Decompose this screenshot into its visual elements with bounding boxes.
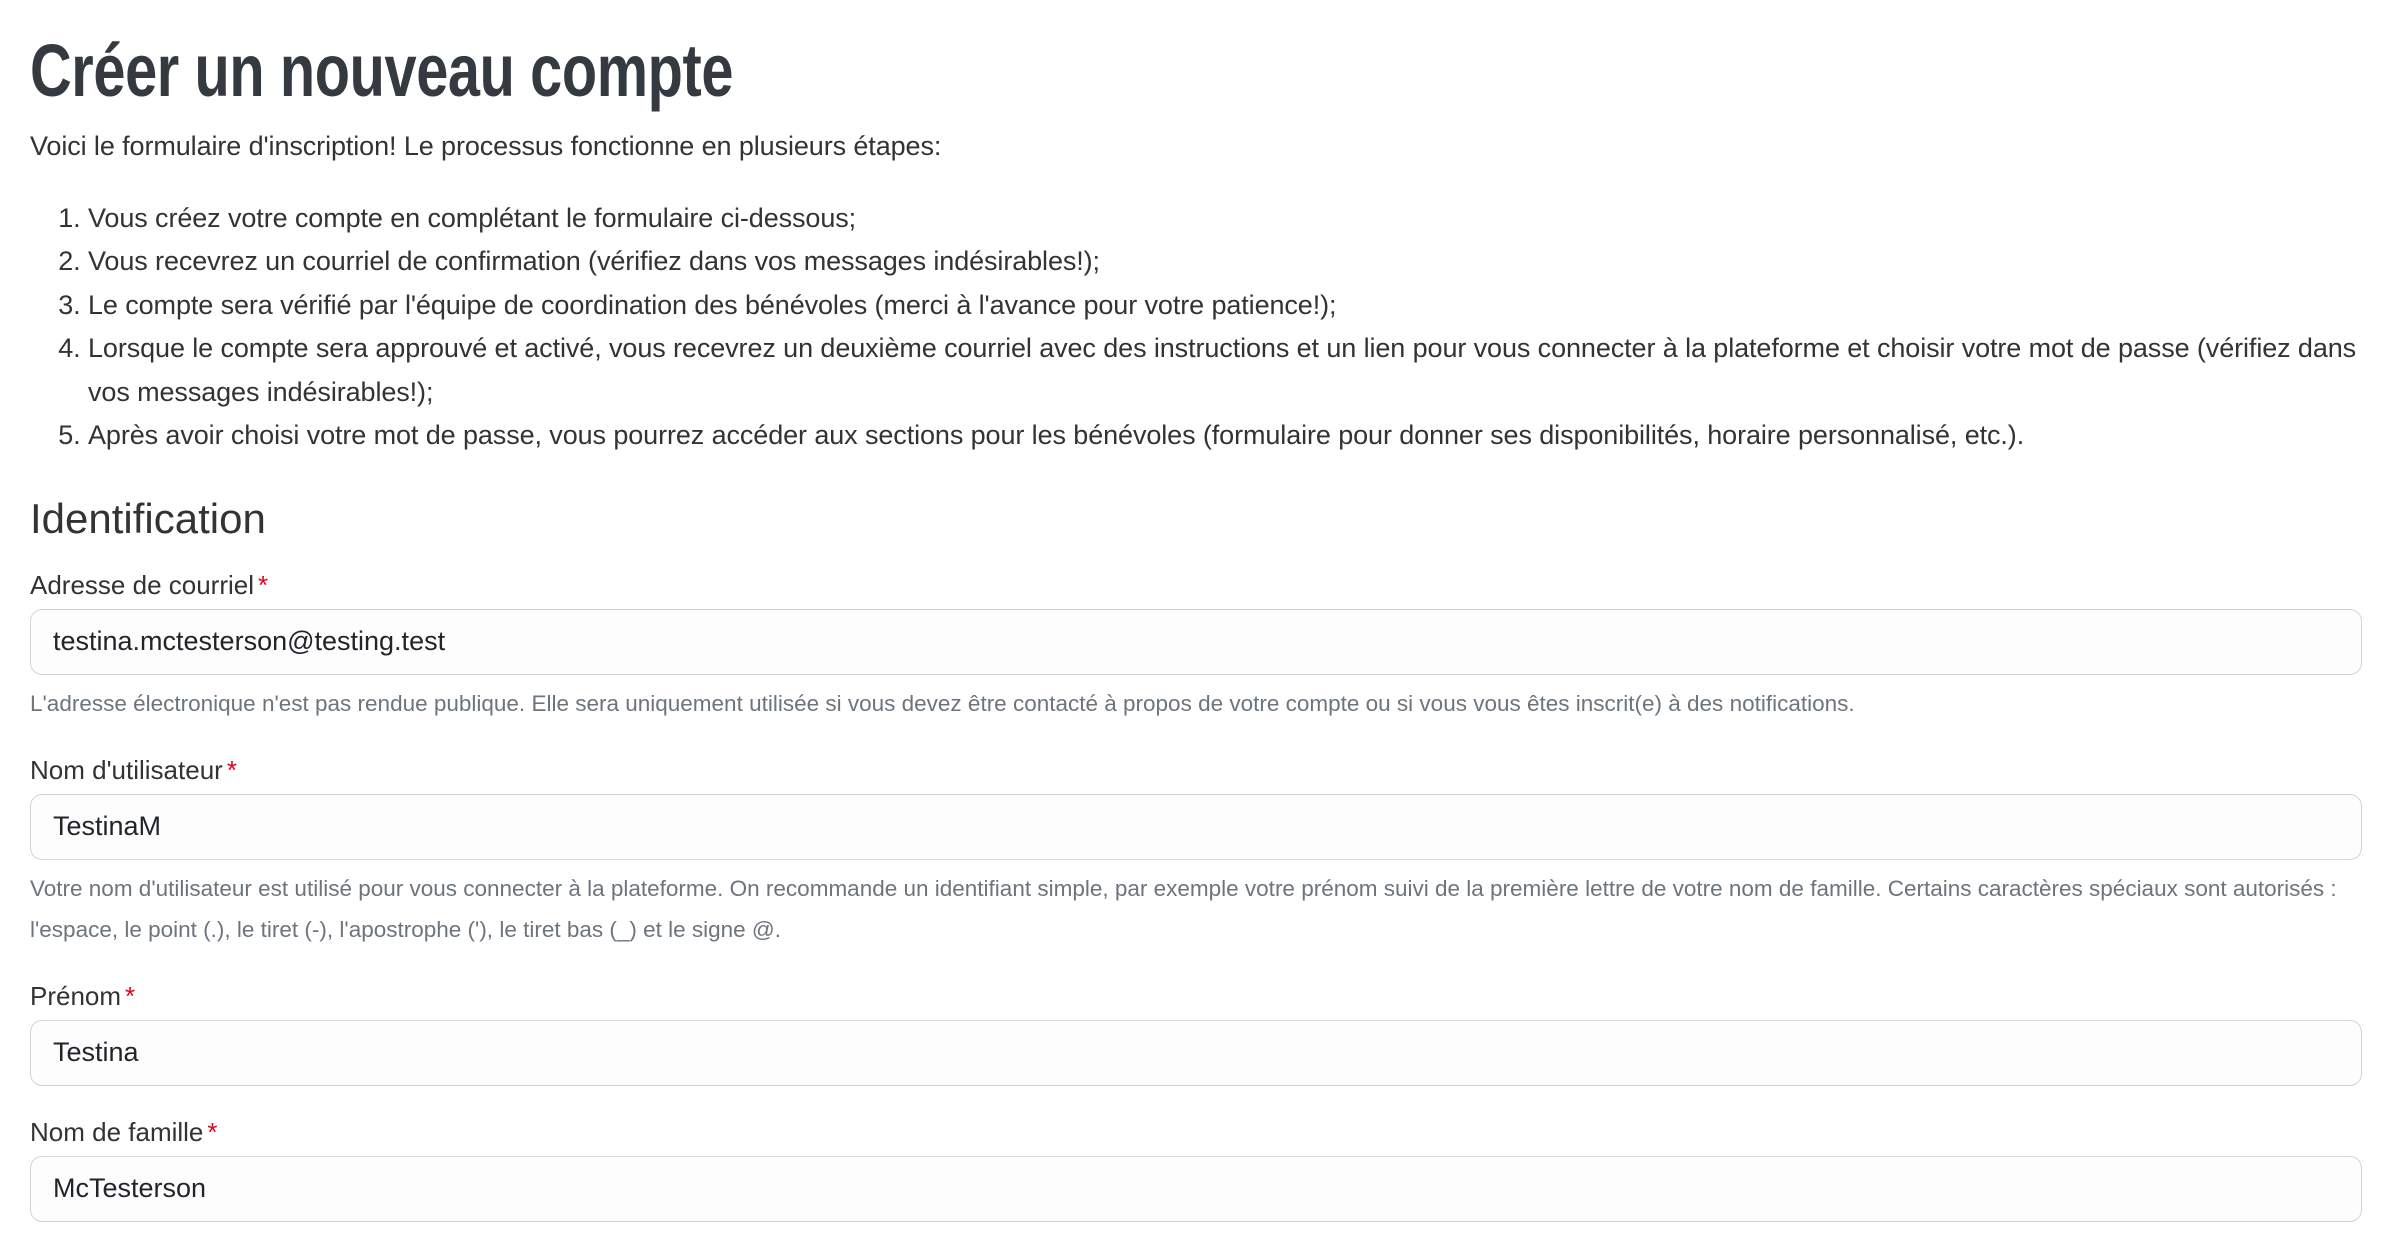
intro-text: Voici le formulaire d'inscription! Le processus fonctionne en plusieurs étapes: [30, 131, 942, 161]
step-item: 5. Après avoir choisi votre mot de passe, vous pourrez accéder aux sections pour les bénévoles (formulaire pour donner ses disponibilités, horaire personnalisé, etc.). [88, 414, 2362, 458]
steps-list [30, 197, 2362, 458]
email-group [30, 565, 2362, 724]
registration-form [30, 565, 2362, 1222]
required-star-icon: * [226, 754, 237, 785]
step-item: 3. Le compte sera vérifié par l'équipe de coordination des bénévoles (merci à l'avance pour votre patience!); [88, 284, 2362, 328]
last-name-group [30, 1112, 2362, 1222]
step-item: 2. Vous recevrez un courriel de confirmation (vérifiez dans vos messages indésirables!); [88, 240, 2362, 284]
username-group [30, 750, 2362, 950]
username-label-text: Nom d'utilisateur [30, 754, 223, 785]
required-star-icon: * [207, 1116, 218, 1147]
email-field[interactable] [30, 609, 2362, 675]
last-name-field[interactable] [30, 1156, 2362, 1222]
username-field[interactable] [30, 794, 2362, 860]
section-title-identification: Identification [30, 494, 266, 542]
username-label [30, 750, 2362, 790]
first-name-field[interactable] [30, 1020, 2362, 1086]
last-name-label-text: Nom de famille [30, 1116, 204, 1147]
email-label-text: Adresse de courriel [30, 569, 254, 600]
required-star-icon: * [258, 569, 269, 600]
step-item: 1. Vous créez votre compte en complétant le formulaire ci-dessous; [88, 197, 2362, 241]
first-name-group [30, 976, 2362, 1086]
required-star-icon: * [125, 980, 136, 1011]
email-help-text: L'adresse électronique n'est pas rendue publique. Elle sera uniquement utilisée si vous devez être contacté à propos de votre compte ou si vous vous êtes inscrit(e) à des notifications. [30, 690, 1855, 716]
last-name-label [30, 1112, 2362, 1152]
email-label [30, 565, 2362, 605]
step-item: 4. Lorsque le compte sera approuvé et activé, vous recevrez un deuxième courriel avec des instructions et un lien pour vous connecter à la plateforme et choisir votre mot de passe (vérifiez dans vos messages indésirables!); [88, 327, 2362, 414]
username-help-text: Votre nom d'utilisateur est utilisé pour vous connecter à la plateforme. On recommande un identifiant simple, par exemple votre prénom suivi de la première lettre de votre nom de famille. Certains caractères spéciaux sont autorisés : l'espace, le point (.), le tiret (-), l'apostrophe ('), le tiret bas (_) et le signe @. [30, 875, 2337, 942]
first-name-label-text: Prénom [30, 980, 122, 1011]
page-title: Créer un nouveau compte [30, 29, 734, 112]
first-name-label [30, 976, 2362, 1016]
